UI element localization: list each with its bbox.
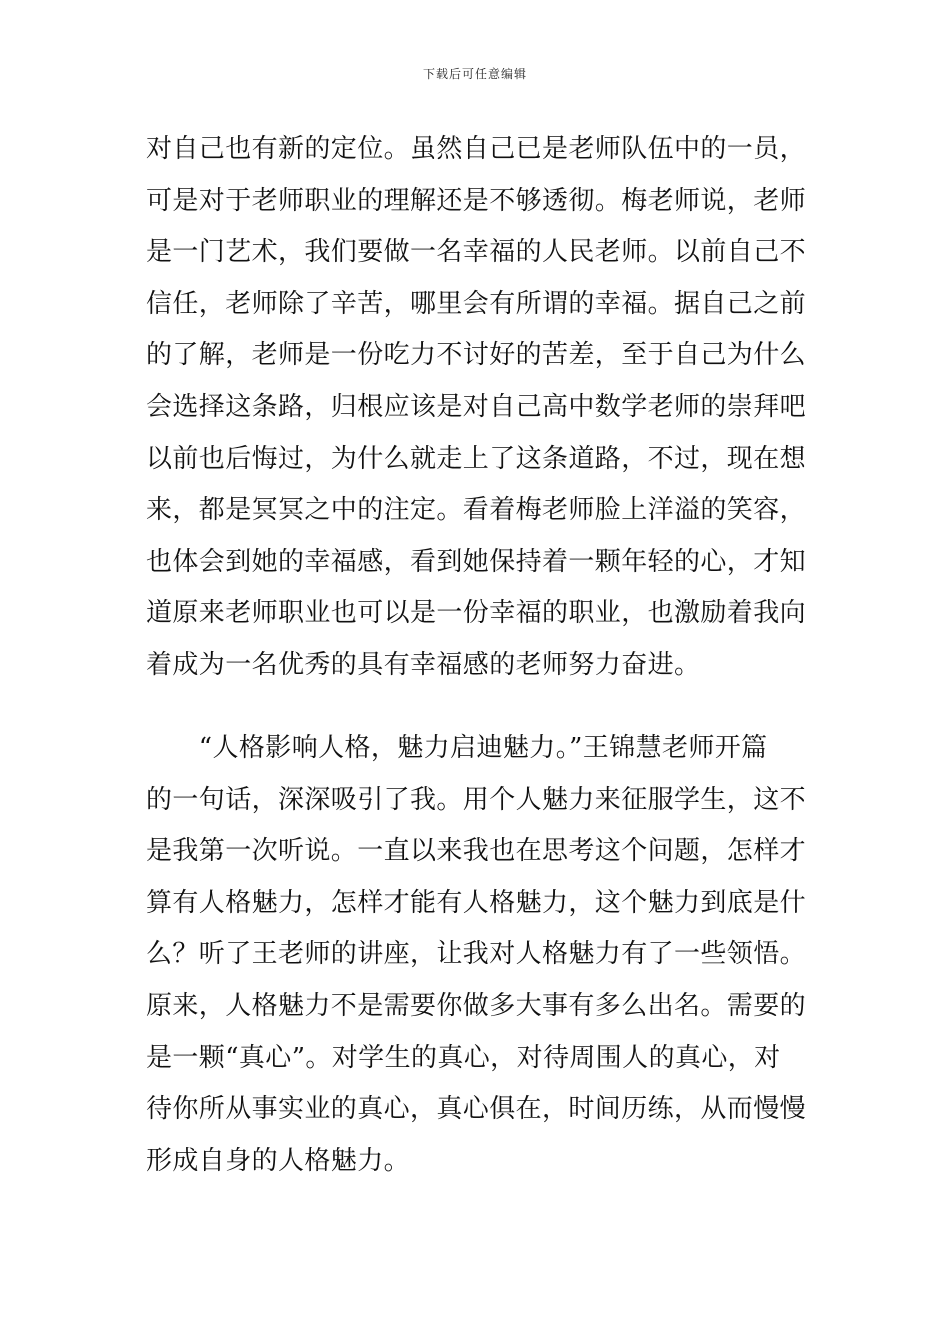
- header-note: 下载后可任意编辑: [422, 67, 527, 81]
- text-line: 可是对于老师职业的理解还是不够透彻。梅老师说，老师: [146, 185, 807, 216]
- text-line: 的了解，老师是一份吃力不讨好的苦差，至于自己为什么: [146, 340, 807, 371]
- text-line: 是一门艺术，我们要做一名幸福的人民老师。以前自己不: [146, 237, 807, 268]
- text-line: 形成自身的人格魅力。: [146, 1145, 411, 1176]
- text-line: 是一颗“真心”。对学生的真心，对待周围人的真心，对: [146, 1042, 781, 1073]
- text-line: 来，都是冥冥之中的注定。看着梅老师脸上洋溢的笑容，: [146, 495, 807, 526]
- paragraph: [146, 124, 816, 692]
- text-line: 着成为一名优秀的具有幸福感的老师努力奋进。: [146, 649, 701, 680]
- text-line: 以前也后悔过，为什么就走上了这条道路，不过，现在想: [146, 443, 807, 474]
- text-line: 么？听了王老师的讲座，让我对人格魅力有了一些领悟。: [146, 939, 807, 970]
- text-line: 是我第一次听说。一直以来我也在思考这个问题，怎样才: [146, 836, 807, 867]
- text-line: 会选择这条路，归根应该是对自己高中数学老师的崇拜吧: [146, 391, 807, 422]
- paragraph: [146, 723, 816, 1187]
- text-line: 也体会到她的幸福感，看到她保持着一颗年轻的心，才知: [146, 546, 807, 577]
- text-line: “人格影响人格，魅力启迪魅力。”王锦慧老师开篇: [146, 733, 768, 763]
- text-line: 原来，人格魅力不是需要你做多大事有多么出名。需要的: [146, 990, 807, 1021]
- text-line: 算有人格魅力，怎样才能有人格魅力，这个魅力到底是什: [146, 887, 807, 918]
- text-line: 待你所从事实业的真心，真心俱在，时间历练，从而慢慢: [146, 1094, 807, 1125]
- text-line: 信任，老师除了辛苦，哪里会有所谓的幸福。据自己之前: [146, 288, 807, 319]
- text-line: 的一句话，深深吸引了我。用个人魅力来征服学生，这不: [146, 784, 807, 815]
- text-line: 对自己也有新的定位。虽然自己已是老师队伍中的一员，: [146, 134, 807, 164]
- text-line: 道原来老师职业也可以是一份幸福的职业，也激励着我向: [146, 598, 807, 629]
